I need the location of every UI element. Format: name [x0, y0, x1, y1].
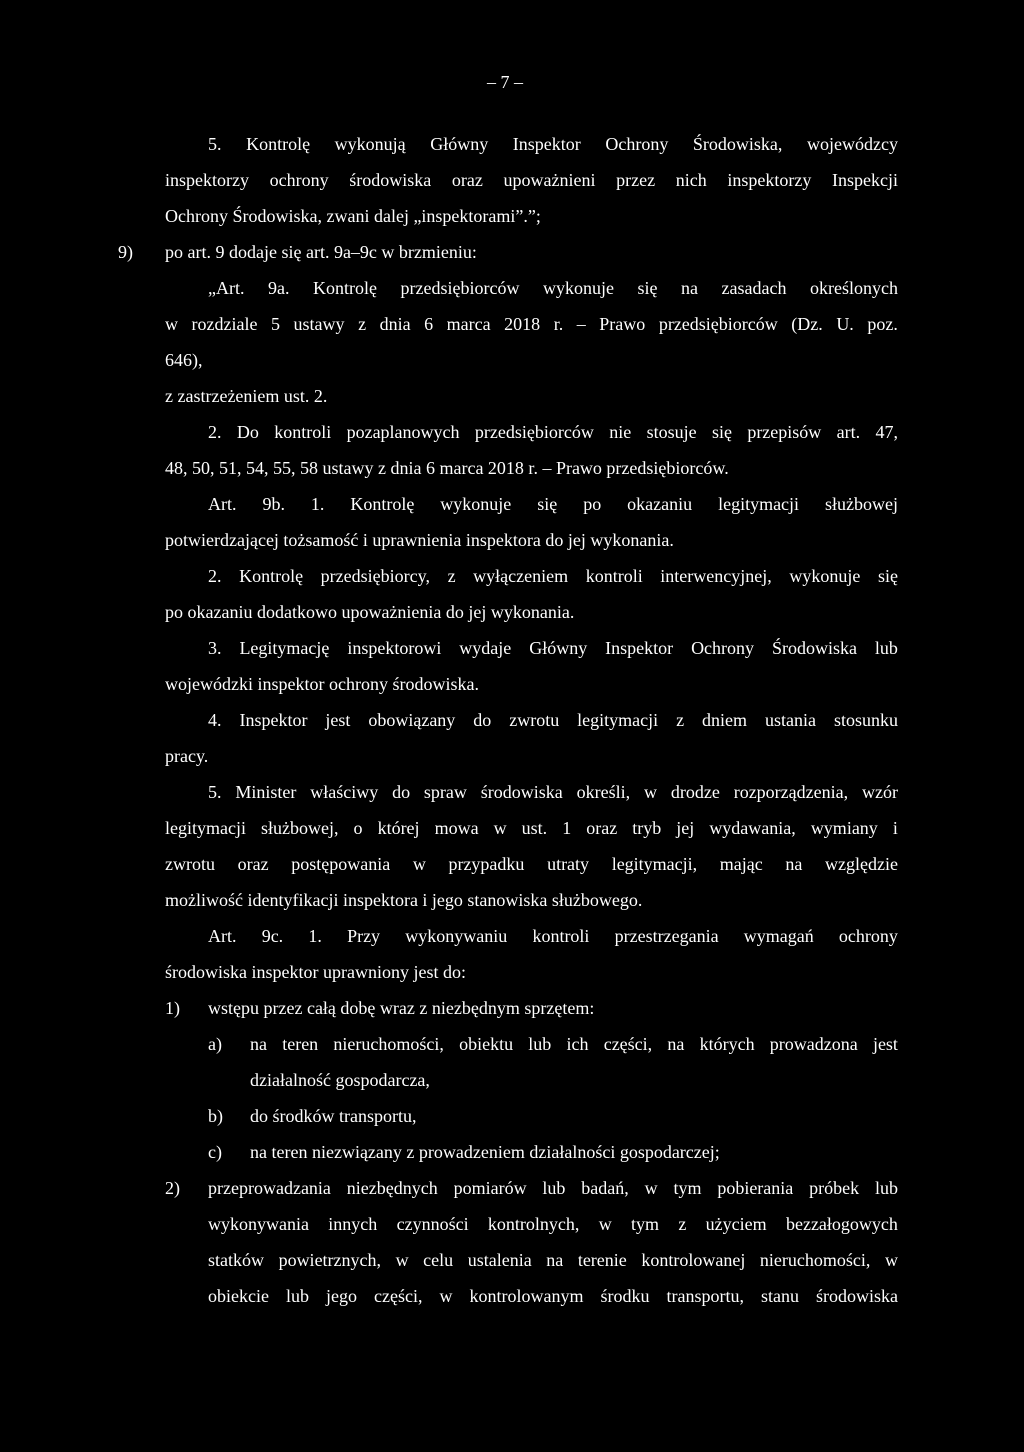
word: w [493, 818, 507, 838]
word: przedsiębiorcy, [320, 566, 430, 586]
text-line [208, 132, 898, 156]
text-line: po art. 9 dodaje się art. 9a–9c w brzmieniu: [165, 242, 477, 262]
word: użyciem [705, 1214, 767, 1234]
word: środowiska [815, 1286, 898, 1306]
text-line [165, 168, 898, 192]
word: terenie [577, 1250, 627, 1270]
word: 47, [875, 422, 898, 442]
word: inspektorzy [727, 170, 812, 190]
word: z [447, 566, 456, 586]
text-line: wstępu przez całą dobę wraz z niezbędnym sprzętem: [208, 998, 595, 1018]
text-line: środowiska inspektor uprawniony jest do: [165, 962, 466, 982]
word: stosuje [646, 422, 697, 442]
word: wykonuje [440, 494, 512, 514]
word: utraty [547, 854, 590, 874]
text-line [250, 1032, 898, 1056]
word: wzór [862, 782, 898, 802]
text-line [208, 1212, 898, 1236]
word: środku [600, 1286, 650, 1306]
text-line [208, 1284, 898, 1308]
word: innych [328, 1214, 378, 1234]
text-line: z zastrzeżeniem ust. 2. [165, 386, 328, 406]
word: lub [874, 638, 898, 658]
word: 5. [208, 782, 222, 802]
text-line [208, 780, 898, 804]
word: w [395, 1250, 409, 1270]
word: ochrony [838, 926, 898, 946]
text-line [208, 1176, 898, 1200]
list-marker: a) [208, 1034, 222, 1054]
word: kontroli [585, 566, 643, 586]
word: zasadach [721, 278, 787, 298]
word: w [439, 1286, 453, 1306]
word: próbek [809, 1178, 860, 1198]
word: mowa [434, 818, 479, 838]
word: wykonuje [542, 278, 614, 298]
word: 1. [308, 926, 322, 946]
word: się [711, 422, 732, 442]
word: 9a. [268, 278, 290, 298]
word: w [884, 1250, 898, 1270]
word: Główny [529, 638, 588, 658]
word: tym [631, 1214, 660, 1234]
word: pozaplanowych [346, 422, 460, 442]
word: prowadzona [769, 1034, 858, 1054]
word: służbowej [825, 494, 898, 514]
word: Kontrolę [239, 566, 304, 586]
word: w [165, 314, 178, 334]
word: lub [285, 1286, 309, 1306]
word: na [785, 854, 803, 874]
word: pomiarów [453, 1178, 527, 1198]
word: przedsiębiorców [400, 278, 520, 298]
word: rozdziale [191, 314, 258, 334]
word: nich [675, 170, 707, 190]
word: U. [836, 314, 854, 334]
word: właściwy [310, 782, 379, 802]
word: ustania [765, 710, 816, 730]
word: niezbędnych [346, 1178, 438, 1198]
word: przedsiębiorców [474, 422, 594, 442]
word: „Art. [208, 278, 245, 298]
word: legitymacji [165, 818, 246, 838]
word: wydawania, [709, 818, 796, 838]
word: tryb [632, 818, 662, 838]
word: na [250, 1034, 267, 1054]
text-line [165, 312, 898, 336]
word: 2018 [504, 314, 541, 334]
word: określi, [576, 782, 631, 802]
word: zwrotu [509, 710, 560, 730]
word: części, [603, 1034, 653, 1054]
word: przeprowadzania [208, 1178, 331, 1198]
list-marker: 9) [118, 242, 133, 262]
text-line [208, 708, 898, 732]
word: części, [374, 1286, 423, 1306]
word: – [576, 314, 586, 334]
word: Art. [208, 926, 237, 946]
word: legitymacji [718, 494, 800, 514]
word: tym [673, 1178, 702, 1198]
word: Główny [430, 134, 489, 154]
word: przestrzegania [614, 926, 719, 946]
word: nieruchomości, [759, 1250, 871, 1270]
word: wymagań [743, 926, 814, 946]
word: oraz [451, 170, 483, 190]
word: lub [528, 1034, 552, 1054]
word: zwrotu [165, 854, 215, 874]
word: 9b. [262, 494, 285, 514]
text-line [208, 492, 898, 516]
word: kontroli [274, 422, 332, 442]
word: lub [874, 1178, 898, 1198]
word: określonych [810, 278, 898, 298]
word: których [699, 1034, 755, 1054]
word: 2. [208, 422, 222, 442]
word: stosunku [833, 710, 898, 730]
word: interwencyjnej, [660, 566, 772, 586]
text-line [165, 852, 898, 876]
word: której [377, 818, 420, 838]
word: na [667, 1034, 685, 1054]
list-marker: c) [208, 1142, 222, 1162]
word: przez [616, 170, 656, 190]
word: oraz [586, 818, 618, 838]
word: na [546, 1250, 564, 1270]
word: rozporządzenia, [733, 782, 849, 802]
word: wykonywaniu [405, 926, 508, 946]
word: inspektorowi [347, 638, 442, 658]
word: w [598, 1214, 612, 1234]
word: transportu, [666, 1286, 744, 1306]
word: wyłączeniem [473, 566, 569, 586]
word: się [877, 566, 898, 586]
word: wykonywania [208, 1214, 309, 1234]
text-line [208, 636, 898, 660]
text-line: 48, 50, 51, 54, 55, 58 ustawy z dnia 6 marca 2018 r. – Prawo przedsiębiorców. [165, 458, 729, 478]
word: Inspekcji [832, 170, 898, 190]
word: legitymacji, [611, 854, 698, 874]
word: wymiany [810, 818, 878, 838]
text-line: po okazaniu dodatkowo upoważnienia do jej wykonania. [165, 602, 575, 622]
word: bezzałogowych [785, 1214, 898, 1234]
word: inspektorzy [165, 170, 249, 190]
text-line [208, 564, 898, 588]
word: drodze [670, 782, 720, 802]
word: względzie [825, 854, 898, 874]
word: przepisów [747, 422, 822, 442]
word: kontroli [532, 926, 590, 946]
word: badań, [581, 1178, 629, 1198]
word: wojewódzcy [807, 134, 898, 154]
text-line [208, 1248, 898, 1272]
word: celu [423, 1250, 454, 1270]
word: przypadku [448, 854, 525, 874]
text-line [208, 420, 898, 444]
word: pobierania [717, 1178, 794, 1198]
word: teren [282, 1034, 319, 1054]
word: postępowania [291, 854, 391, 874]
word: Kontrolę [246, 134, 311, 154]
word: kontrolnych, [487, 1214, 580, 1234]
text-line [165, 816, 898, 840]
word: r. [553, 314, 564, 334]
word: statków [208, 1250, 264, 1270]
word: 6 [424, 314, 434, 334]
word: stanu [760, 1286, 799, 1306]
word: spraw [423, 782, 467, 802]
text-line: możliwość identyfikacji inspektora i jego stanowiska służbowego. [165, 890, 643, 910]
word: z [676, 710, 685, 730]
word: poz. [867, 314, 898, 334]
page-number: – 7 – [487, 72, 523, 92]
word: (Dz. [791, 314, 823, 334]
text-line [208, 924, 898, 948]
word: wykonują [334, 134, 406, 154]
word: obiektu [459, 1034, 514, 1054]
word: obiekcie [208, 1286, 269, 1306]
word: Inspektor [512, 134, 581, 154]
word: się [537, 494, 558, 514]
word: nieruchomości, [333, 1034, 444, 1054]
word: Kontrolę [350, 494, 415, 514]
word: dniem [702, 710, 748, 730]
word: upoważnieni [503, 170, 596, 190]
word: jest [325, 710, 351, 730]
word: Do [236, 422, 259, 442]
word: w [412, 854, 426, 874]
word: powietrznych, [278, 1250, 382, 1270]
word: ich [566, 1034, 589, 1054]
word: Prawo [599, 314, 646, 334]
text-line: 646), [165, 350, 203, 370]
word: wykonuje [789, 566, 861, 586]
text-line: działalność gospodarcza, [250, 1070, 430, 1090]
word: 1 [562, 818, 572, 838]
word: ustalenia [467, 1250, 532, 1270]
word: środowiska [349, 170, 432, 190]
word: lub [542, 1178, 566, 1198]
word: 9c. [261, 926, 284, 946]
word: mając [719, 854, 763, 874]
word: Ochrony [605, 134, 669, 154]
word: przedsiębiorców [658, 314, 778, 334]
text-line: do środków transportu, [250, 1106, 417, 1126]
word: legitymacji [577, 710, 659, 730]
word: Inspektor [239, 710, 308, 730]
word: i [892, 818, 898, 838]
word: Art. [208, 494, 237, 514]
word: czynności [396, 1214, 469, 1234]
word: Środowiska [771, 638, 857, 658]
list-marker: 1) [165, 998, 180, 1018]
word: Kontrolę [313, 278, 377, 298]
word: okazaniu [627, 494, 693, 514]
word: oraz [237, 854, 269, 874]
text-line: Ochrony Środowiska, zwani dalej „inspektorami”.”; [165, 206, 541, 226]
word: po [583, 494, 602, 514]
word: 3. [208, 638, 222, 658]
word: kontrolowanej [641, 1250, 746, 1270]
word: obowiązany [368, 710, 456, 730]
word: środowiska [480, 782, 563, 802]
word: Przy [347, 926, 381, 946]
word: 1. [310, 494, 325, 514]
word: ochrony [269, 170, 329, 190]
word: 4. [208, 710, 222, 730]
word: Minister [235, 782, 297, 802]
word: z [678, 1214, 687, 1234]
word: w [644, 782, 657, 802]
word: do [392, 782, 411, 802]
word: jej [676, 818, 695, 838]
word: Legitymację [239, 638, 330, 658]
word: 5. [208, 134, 222, 154]
text-line: potwierdzającej tożsamość i uprawnienia inspektora do jej wykonania. [165, 530, 674, 550]
word: kontrolowanym [469, 1286, 584, 1306]
word: się [637, 278, 658, 298]
word: ustawy [293, 314, 345, 334]
word: dnia [379, 314, 411, 334]
word: jest [872, 1034, 898, 1054]
word: art. [836, 422, 861, 442]
word: 5 [271, 314, 281, 334]
word: na [681, 278, 699, 298]
text-line: wojewódzki inspektor ochrony środowiska. [165, 674, 479, 694]
word: służbowej, [261, 818, 339, 838]
list-marker: 2) [165, 1178, 180, 1198]
word: Inspektor [605, 638, 674, 658]
word: jego [326, 1286, 357, 1306]
text-line: na teren niezwiązany z prowadzeniem działalności gospodarczej; [250, 1142, 720, 1162]
word: marca [446, 314, 491, 334]
word: z [358, 314, 367, 334]
word: do [473, 710, 492, 730]
word: 2. [208, 566, 222, 586]
word: ust. [521, 818, 548, 838]
text-line: pracy. [165, 746, 209, 766]
word: w [644, 1178, 658, 1198]
word: o [353, 818, 363, 838]
list-marker: b) [208, 1106, 223, 1126]
word: Środowiska, [692, 134, 783, 154]
word: nie [609, 422, 632, 442]
word: wydaje [459, 638, 512, 658]
word: Ochrony [691, 638, 755, 658]
text-line [208, 276, 898, 300]
